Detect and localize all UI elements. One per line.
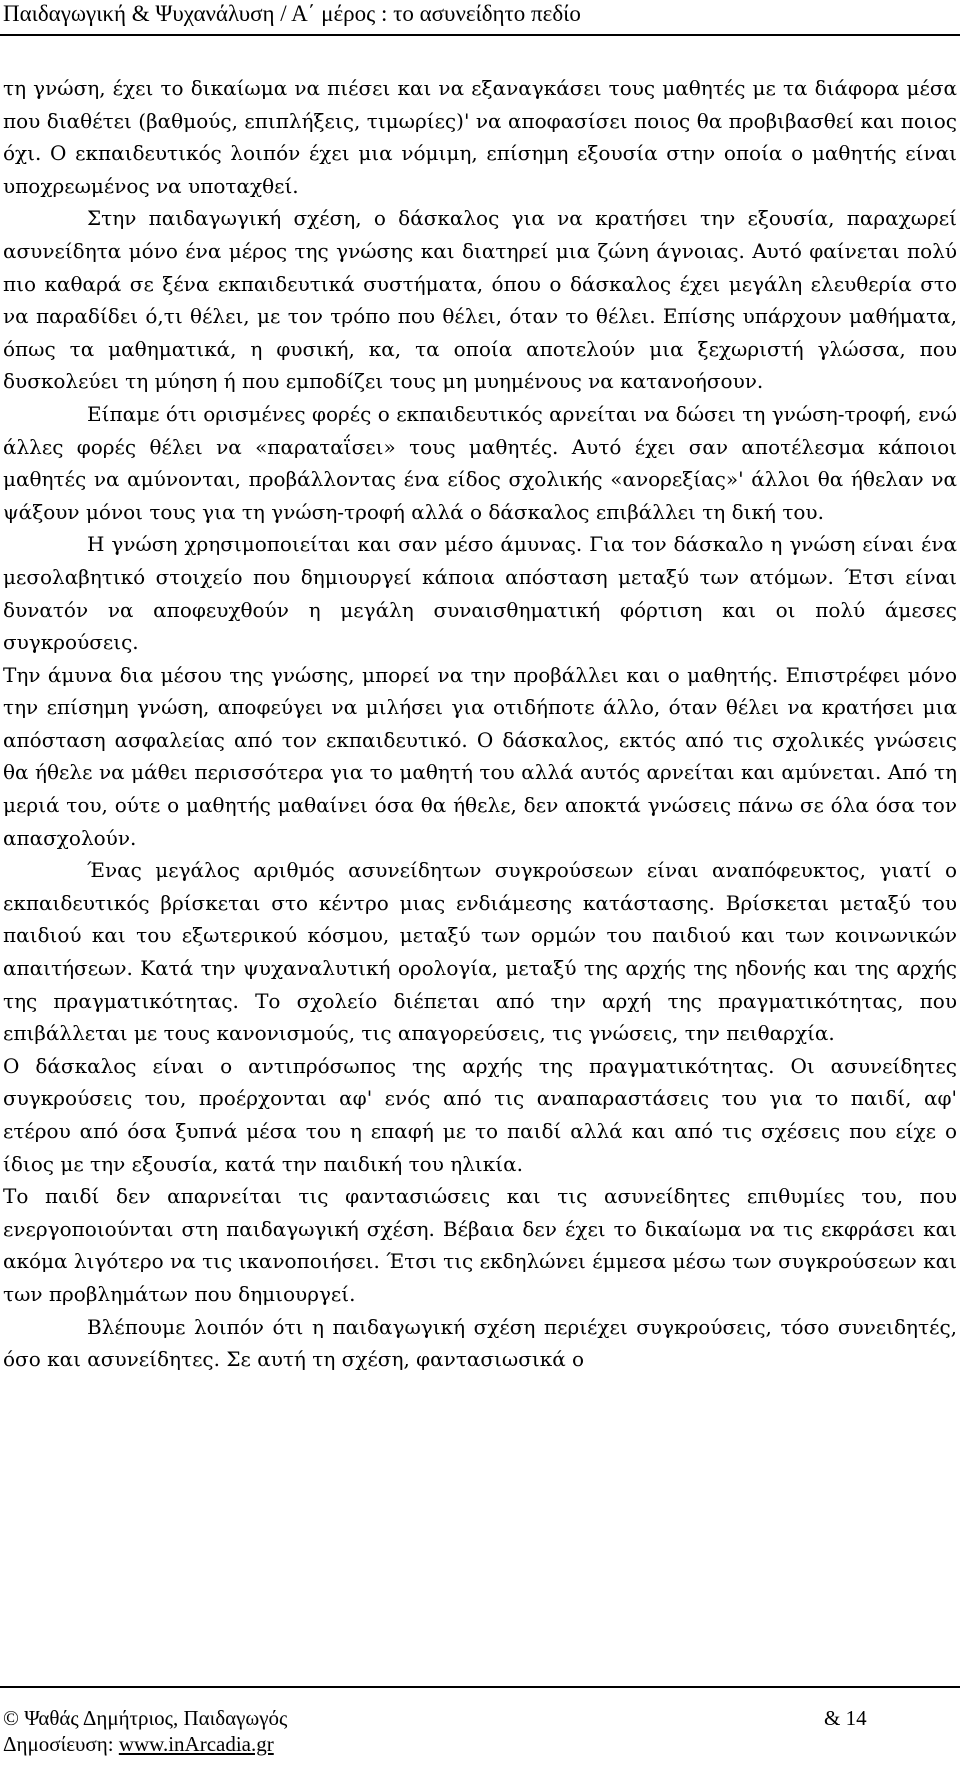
paragraph: Βλέπουμε λοιπόν ότι η παιδαγωγική σχέση περιέχει συγκρούσεις, τόσο συνειδητές, όσο και ασυνείδητες. Σε αυτή τη σχέση, φαντασιωσικά ο xyxy=(3,1314,957,1372)
page-number: & 14 xyxy=(824,1706,867,1730)
footer-author: © Ψαθάς Δημήτριος, Παιδαγωγός xyxy=(3,1706,288,1730)
paragraph: Η γνώση χρησιμοποιείται και σαν μέσο άμυνας. Για τον δάσκαλο η γνώση είναι ένα μεσολαβητικό στοιχείο που δημιουργεί κάποια απόσταση μεταξύ των ατόμων. Έτσι είναι δυνατόν να αποφευχθούν η μεγάλη συναισθηματική φόρτιση και οι πολύ άμεσες συγκρούσεις. xyxy=(3,532,957,655)
paragraph: Είπαμε ότι ορισμένες φορές ο εκπαιδευτικός αρνείται να δώσει τη γνώση-τροφή, ενώ άλλες φορές θέλει να «παραταΐσει» τους μαθητές. Αυτό έχει σαν αποτέλεσμα κάποιοι μαθητές να αμύνονται, προβάλλοντας ένα είδος σχολικής «ανορεξίας»' άλλοι θα ήθελαν να ψάξουν μόνοι τους για τη γνώση-τροφή αλλά ο δάσκαλος επιβάλλει τη δική του. xyxy=(3,401,957,524)
running-header-title: Παιδαγωγική & Ψυχανάλυση / Α΄ μέρος : το ασυνείδητο πεδίο xyxy=(3,1,581,26)
paragraph: Στην παιδαγωγική σχέση, ο δάσκαλος για να κρατήσει την εξουσία, παραχωρεί ασυνείδητα μόνο ένα μέρος της γνώσης και διατηρεί μια ζώνη άγνοιας. Αυτό φαίνεται πολύ πιο καθαρά σε ξένα εκπαιδευτικά συστήματα, όπου ο δάσκαλος έχει μεγάλη ελευθερία στο να παραδίδει ό,τι θέλει, με τον τρόπο που θέλει, όταν το θέλει. Επίσης υπάρχουν μαθήματα, όπως τα μαθηματικά, η φυσική, κα, τα οποία αποτελούν μια ξεχωριστή γλώσσα, που δυσκολεύει τη μύηση ή που εμποδίζει τους μη μυημένους να κατανοήσουν. xyxy=(3,206,957,394)
publication-label: Δημοσίευση: xyxy=(3,1732,119,1756)
paragraph: Την άμυνα δια μέσου της γνώσης, μπορεί να την προβάλλει και ο μαθητής. Επιστρέφει μόνο την επίσημη γνώση, αποφεύγει να μιλήσει για οτιδήποτε άλλο, όταν θέλει να κρατήσει μια απόσταση ασφαλείας από τον εκπαιδευτικό. Ο δάσκαλος, εκτός από τις σχολικές γνώσεις θα ήθελε να μάθει περισσότερα για το μαθητή του αλλά αυτός αρνείται και αμύνεται. Από τη μεριά του, ούτε ο μαθητής μαθαίνει όσα θα ήθελε, δεν αποκτά γνώσεις πάνω σε όλα όσα τον απασχολούν. xyxy=(3,662,957,850)
body-text xyxy=(3,72,957,1376)
page-header xyxy=(0,0,960,36)
paragraph: τη γνώση, έχει το δικαίωμα να πιέσει και να εξαναγκάσει τους μαθητές με τα διάφορα μέσα που διαθέτει (βαθμούς, επιπλήξεις, τιμωρίες)' να αποφασίσει ποιος θα προβιβασθεί και ποιος όχι. Ο εκπαιδευτικός λοιπόν έχει μια νόμιμη, επίσημη εξουσία στην οποία ο μαθητής είναι υποχρεωμένος να υποταχθεί. xyxy=(3,76,957,198)
publication-link[interactable]: www.inArcadia.gr xyxy=(118,1732,274,1756)
paragraph: Ο δάσκαλος είναι ο αντιπρόσωπος της αρχής της πραγματικότητας. Οι ασυνείδητες συγκρούσεις του, προέρχονται αφ' ενός από τις αναπαραστάσεις του για το παιδί, αφ' ετέρου από όσα ξυπνά μέσα του η επαφή με το παιδί αλλά και από τις σχέσεις που είχε ο ίδιος με την εξουσία, κατά την παιδική του ηλικία. xyxy=(3,1053,957,1176)
paragraph: Ένας μεγάλος αριθμός ασυνείδητων συγκρούσεων είναι αναπόφευκτος, γιατί ο εκπαιδευτικός βρίσκεται στο κέντρο μιας ενδιάμεσης κατάστασης. Βρίσκεται μεταξύ του παιδιού και του εξωτερικού κόσμου, μεταξύ των ορμών του παιδιού και των κοινωνικών απαιτήσεων. Κατά την ψυχαναλυτική ορολογία, μεταξύ της αρχής της ηδονής και της αρχής της πραγματικότητας. Το σχολείο διέπεται από την αρχή της πραγματικότητας, που επιβάλλεται με τους κανονισμούς, τις απαγορεύσεις, τις γνώσεις, την πειθαρχία. xyxy=(3,858,957,1046)
footer-publication xyxy=(3,1732,274,1757)
paragraph: Το παιδί δεν απαρνείται τις φαντασιώσεις και τις ασυνείδητες επιθυμίες του, που ενεργοποιούνται στη παιδαγωγική σχέση. Βέβαια δεν έχει το δικαίωμα να τις εκφράσει και ακόμα λιγότερο να τις ικανοποιήσει. Έτσι τις εκδηλώνει έμμεσα μέσω των συγκρούσεων και των προβλημάτων που δημιουργεί. xyxy=(3,1184,957,1306)
footer-divider xyxy=(0,1686,960,1688)
page-footer xyxy=(0,1686,960,1766)
